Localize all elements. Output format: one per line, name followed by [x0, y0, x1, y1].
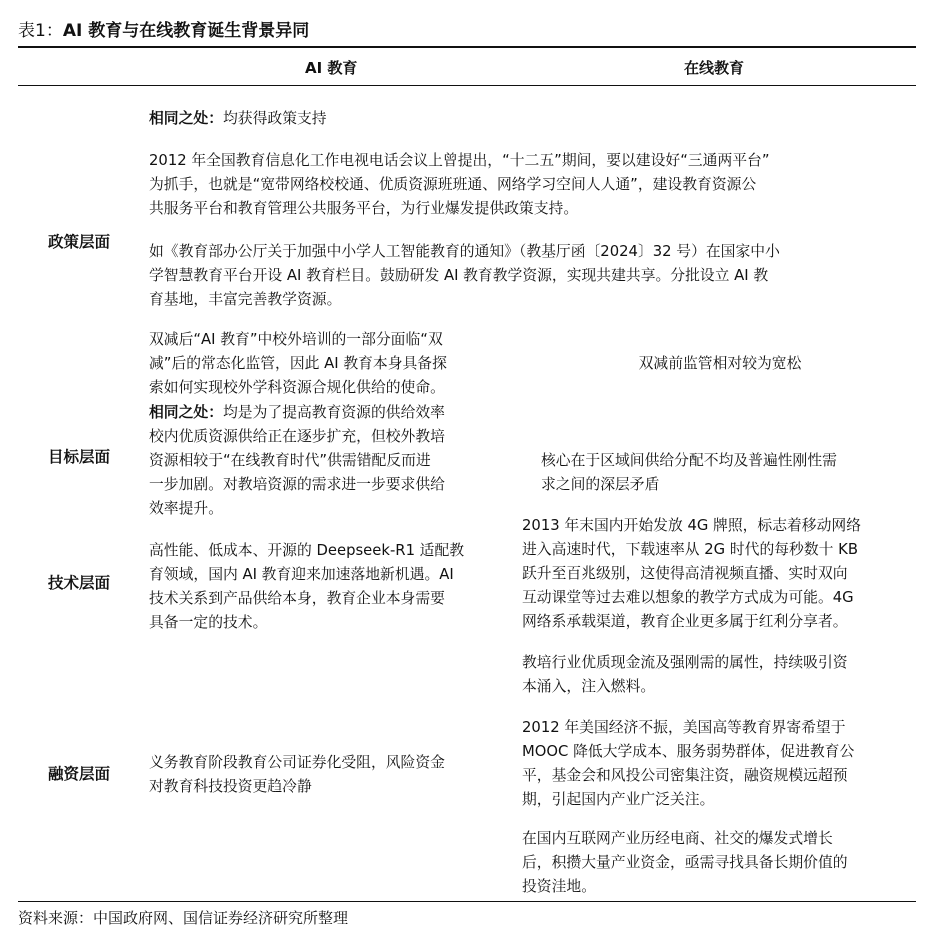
- text-line: 期，引起国内产业广泛关注。: [522, 791, 715, 808]
- text-line: 2012 年美国经济不振，美国高等教育界寄希望于: [522, 719, 846, 736]
- finance-ai-text: [149, 751, 524, 799]
- goal-shared-label: 相同之处：: [149, 404, 223, 421]
- text-line: 在国内互联网产业历经电商、社交的爆发式增长: [522, 830, 833, 847]
- text-line: 高性能、低成本、开源的 Deepseek-R1 适配教: [149, 542, 465, 559]
- text-line: 如《教育部办公厅关于加强中小学人工智能教育的通知》（教基厅函〔2024〕32 号）在国家中小: [149, 243, 780, 260]
- policy-paragraph-1: [149, 149, 916, 221]
- policy-online-text: 双减前监管相对较为宽松: [638, 355, 802, 372]
- goal-shared-text: 均是为了提高教育资源的供给效率: [223, 404, 445, 421]
- policy-shared-text: 均获得政策支持: [223, 110, 327, 127]
- bottom-rule: [18, 901, 916, 902]
- row-label-finance: 融资层面: [48, 765, 111, 783]
- text-line: 效率提升。: [149, 500, 223, 517]
- tech-online-text: [522, 514, 918, 634]
- column-header-ai: AI 教育: [305, 59, 358, 77]
- row-label-tech: 技术层面: [48, 574, 111, 592]
- text-line: 核心在于区域间供给分配不均及普遍性刚性需: [541, 452, 837, 469]
- text-line: 校内优质资源供给正在逐步扩充，但校外教培: [149, 428, 445, 445]
- column-header-online: 在线教育: [684, 59, 745, 77]
- top-rule: [18, 46, 916, 48]
- row-label-goal: 目标层面: [48, 448, 111, 466]
- policy-shared-line: [149, 107, 327, 131]
- policy-shared-label: 相同之处：: [149, 110, 223, 127]
- text-line: 学智慧教育平台开设 AI 教育栏目。鼓励研发 AI 教育教学资源，实现共建共享。分批设立 AI 教: [149, 267, 769, 284]
- source-note: 资料来源：中国政府网、国信证券经济研究所整理: [18, 909, 349, 927]
- text-line: 一步加剧。对教培资源的需求进一步要求供给: [149, 476, 445, 493]
- goal-online-text: [541, 449, 921, 497]
- table-title-text: AI 教育与在线教育诞生背景异同: [62, 21, 310, 41]
- text-line: 本涌入，注入燃料。: [522, 678, 656, 695]
- text-line: 资源相较于“在线教育时代”供需错配反而进: [149, 452, 431, 469]
- table-number: 表1：: [18, 21, 63, 41]
- text-line: 后，积攒大量产业资金，亟需寻找具备长期价值的: [522, 854, 848, 871]
- text-line: 具备一定的技术。: [149, 614, 268, 631]
- text-line: 2012 年全国教育信息化工作电视电话会议上曾提出，“十二五”期间，要以建设好“三通两平台”: [149, 152, 770, 169]
- text-line: 对教育科技投资更趋冷静: [149, 778, 312, 795]
- finance-online-paragraph-3: [522, 827, 918, 899]
- text-line: 育领域，国内 AI 教育迎来加速落地新机遇。AI: [149, 566, 454, 583]
- text-line: 投资洼地。: [522, 878, 596, 895]
- goal-shared-line: [149, 401, 445, 425]
- text-line: 平，基金会和风投公司密集注资，融资规模远超预: [522, 767, 848, 784]
- goal-ai-text: [149, 425, 529, 521]
- finance-online-paragraph-2: [522, 716, 918, 812]
- finance-online-paragraph-1: [522, 651, 918, 699]
- text-line: 索如何实现校外学科资源合规化供给的使命。: [149, 379, 445, 396]
- header-rule: [18, 85, 916, 86]
- text-line: 求之间的深层矛盾: [541, 476, 660, 493]
- text-line: 共服务平台和教育管理公共服务平台，为行业爆发提供政策支持。: [149, 200, 579, 217]
- policy-paragraph-2: [149, 240, 916, 312]
- text-line: 技术关系到产品供给本身，教育企业本身需要: [149, 590, 445, 607]
- text-line: 义务教育阶段教育公司证券化受阻，风险资金: [149, 754, 445, 771]
- text-line: 跃升至百兆级别，这使得高清视频直播、实时双向: [522, 565, 848, 582]
- text-line: MOOC 降低大学成本、服务弱势群体，促进教育公: [522, 743, 855, 760]
- text-line: 进入高速时代，下载速率从 2G 时代的每秒数十 KB: [522, 541, 858, 558]
- text-line: 2013 年末国内开始发放 4G 牌照，标志着移动网络: [522, 517, 861, 534]
- text-line: 育基地，丰富完善教学资源。: [149, 291, 342, 308]
- policy-ai-text: [149, 328, 529, 400]
- text-line: 为抓手，也就是“宽带网络校校通、优质资源班班通、网络学习空间人人通”，建设教育资源公: [149, 176, 757, 193]
- text-line: 教培行业优质现金流及强刚需的属性，持续吸引资: [522, 654, 848, 671]
- text-line: 网络系承载渠道，教育企业更多属于红利分享者。: [522, 613, 848, 630]
- row-label-policy: 政策层面: [48, 233, 111, 251]
- tech-ai-text: [149, 539, 524, 635]
- text-line: 减”后的常态化监管，因此 AI 教育本身具备探: [149, 355, 447, 372]
- text-line: 互动课堂等过去难以想象的教学方式成为可能。4G: [522, 589, 854, 606]
- text-line: 双减后“AI 教育”中校外培训的一部分面临“双: [149, 331, 443, 348]
- table-title: [18, 20, 309, 42]
